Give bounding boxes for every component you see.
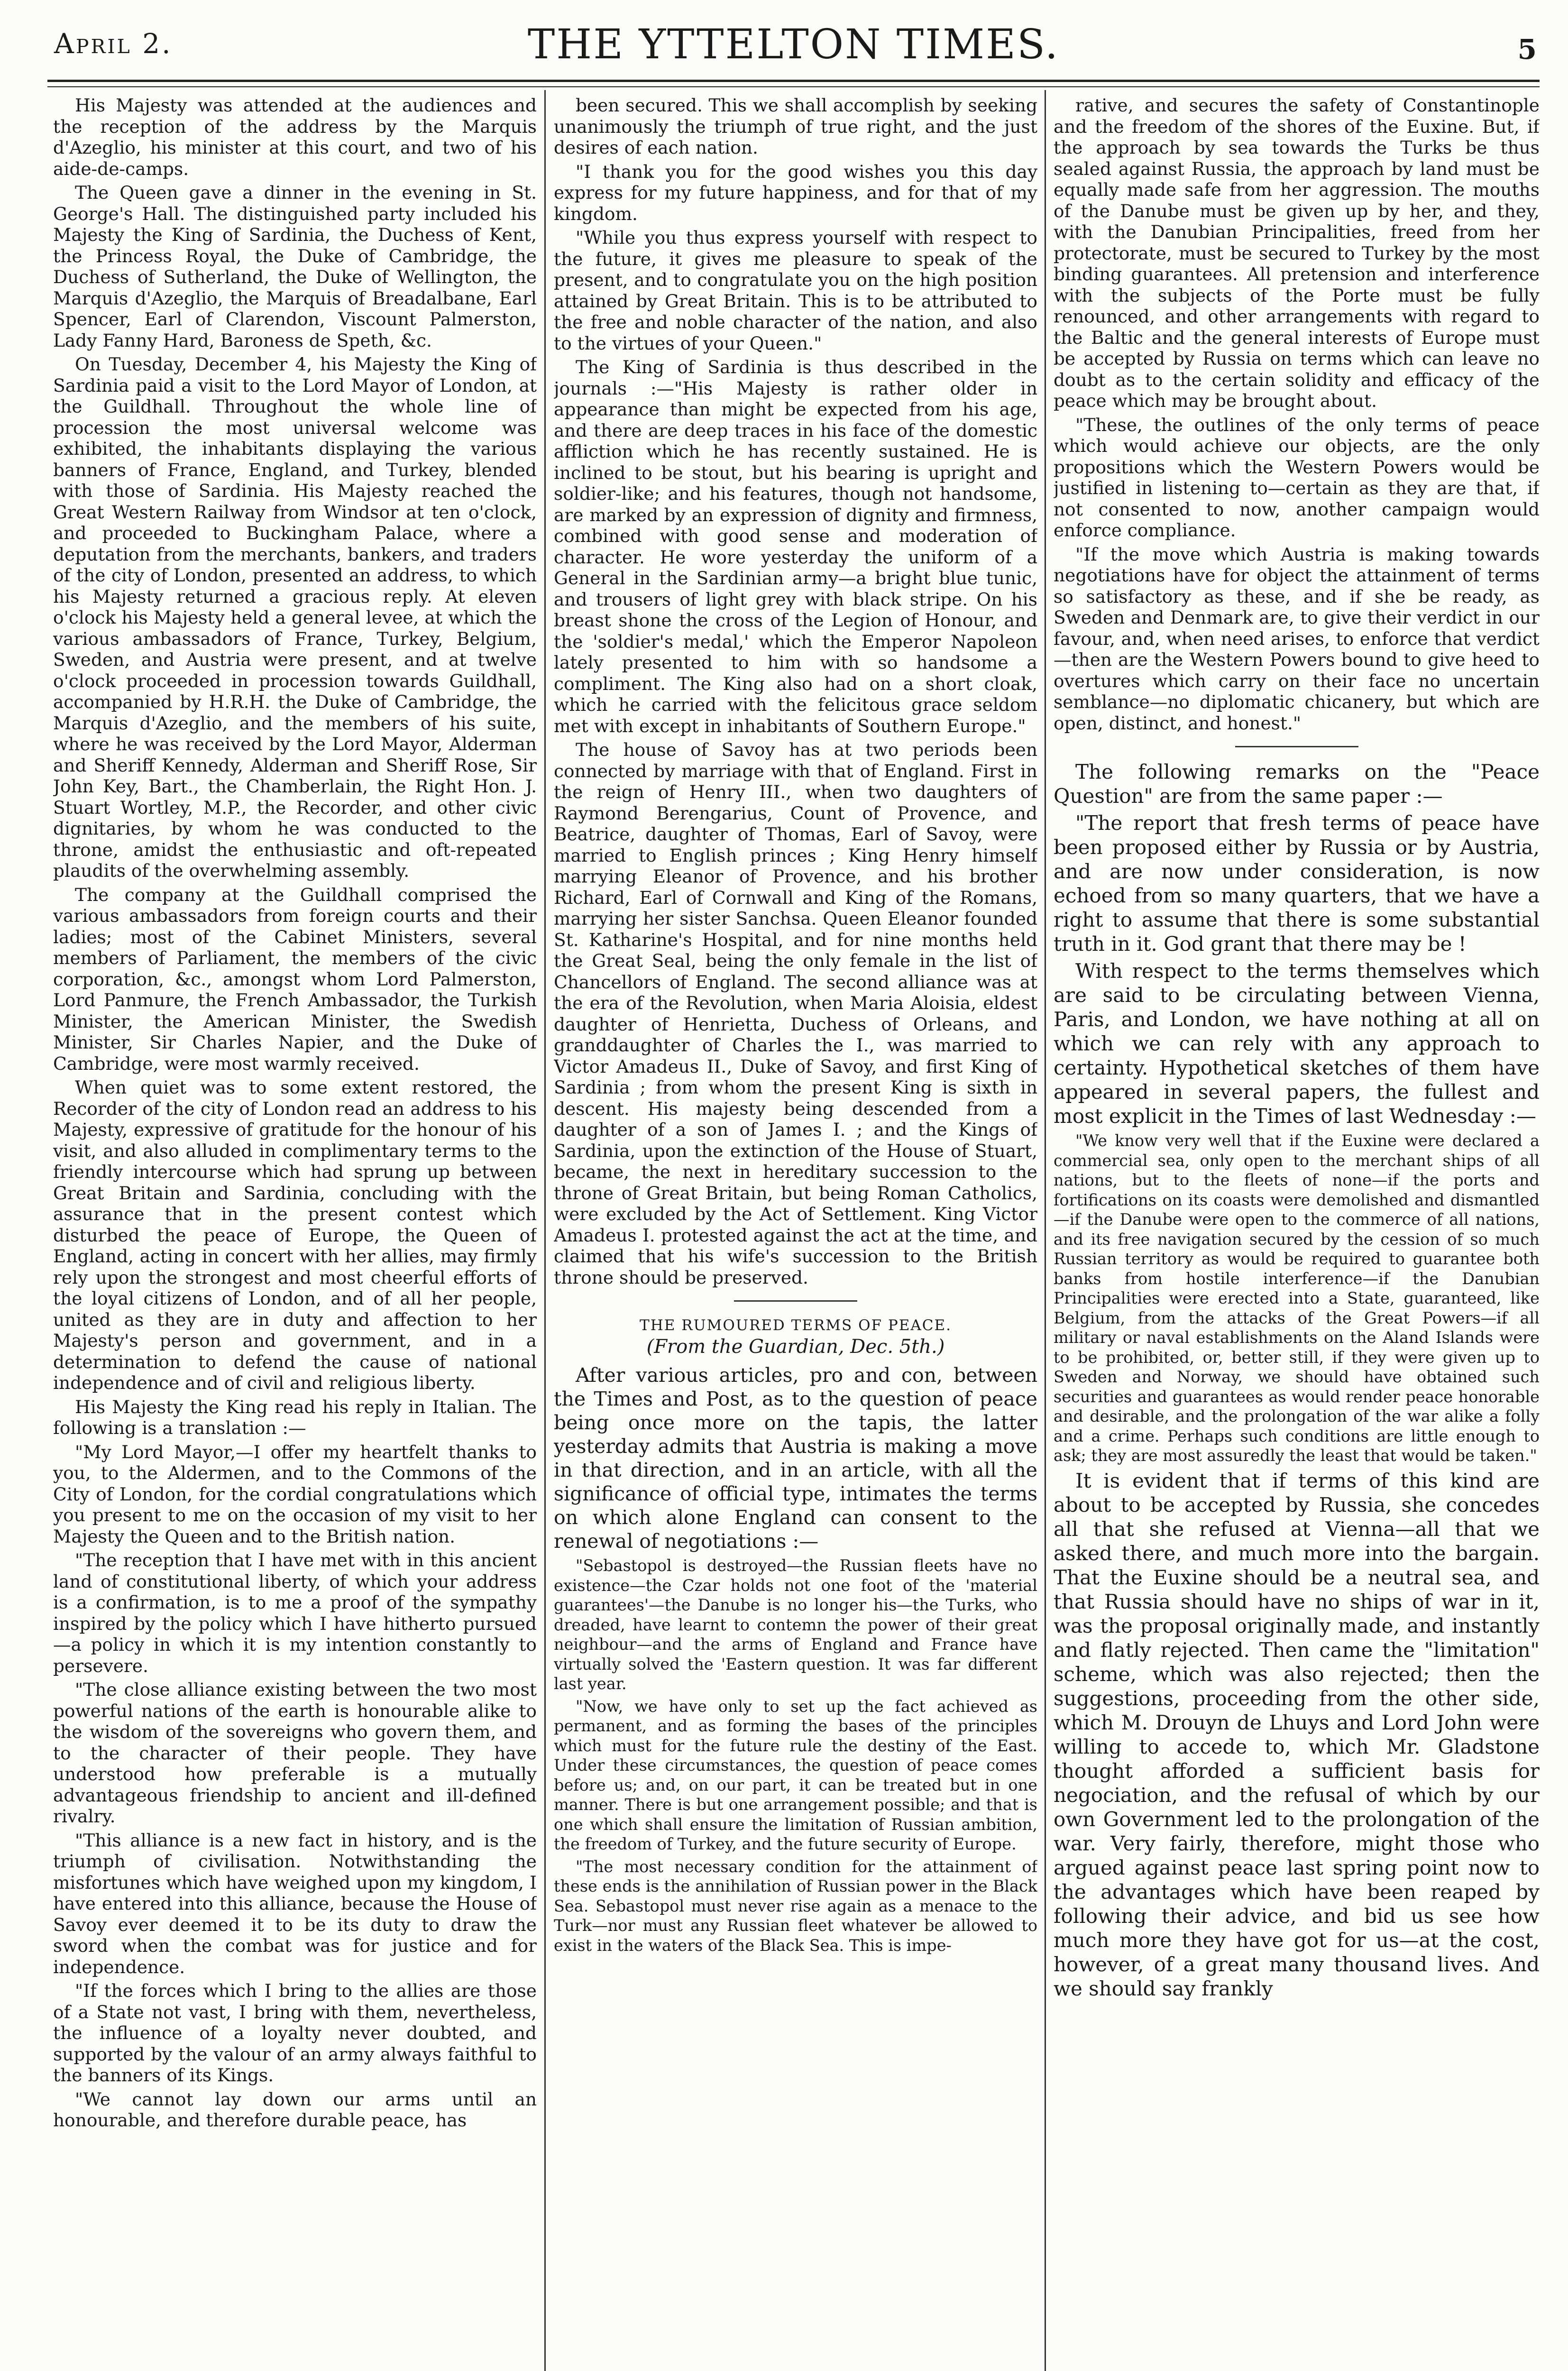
paragraph: The King of Sardinia is thus described in the journals :—"His Majesty is rather older in appearance than might be expected from his age, and there are deep traces in his face of the domestic affliction which he has recently sustained. He is inclined to be stout, but his bearing is upright and soldier-like; and his features, though not handsome, are marked by an expression of dignity and firmness, combined with good sense and moderation of character. He wore yesterday the uniform of a General in the Sardinian army—a bright blue tunic, and trousers of light grey with black stripe. On his breast shone the cross of the Legion of Honour, and the 'soldier's medal,' which the Emperor Napoleon lately presented to him with so handsome a compliment. The King also had on a short cloak, which he carried with the felicitous grace seldom met with except in inhabitants of Southern Europe." bbox=[554, 357, 1037, 736]
section-divider bbox=[1235, 746, 1358, 747]
paragraph: "I thank you for the good wishes you this day express for my future happiness, and for that of my kingdom. bbox=[554, 161, 1037, 224]
paragraph: "My Lord Mayor,—I offer my heartfelt thanks to you, to the Aldermen, and to the Commons of the City of London, for the cordial congratulations which you present to me on the occasion of my visit to her Majesty the Queen and to the British nation. bbox=[53, 1441, 537, 1547]
paragraph: rative, and secures the safety of Constantinople and the freedom of the shores of the Euxine. But, if the approach by sea towards the Turks be thus sealed against Russia, the approach by land must be equally made safe from her aggression. The mouths of the Danube must be given up by her, and they, with the Danubian Principalities, freed from her protectorate, must be secured to Turkey by the most binding guarantees. All pretension and interference with the subjects of the Porte must be fully renounced, and other arrangements with regard to the Baltic and the general interests of Europe must be accepted by Russia on terms which can leave no doubt as to the certain solidity and efficacy of the peace which may be brought about. bbox=[1054, 95, 1540, 411]
paragraph: "While you thus express yourself with respect to the future, it gives me pleasure to speak of the present, and to congratulate you on the high position attained by Great Britain. This is to be attributed to the free and noble character of the nation, and also to the virtues of your Queen." bbox=[554, 227, 1037, 354]
newspaper-title: THE YTTELTON TIMES. bbox=[527, 21, 1060, 68]
section-divider bbox=[734, 1300, 857, 1302]
paragraph: "The reception that I have met with in this ancient land of constitutional liberty, of which your address is a confirmation, is to me a proof of the sympathy inspired by the policy which I have hitherto pursued—a policy in which it is my intention constantly to persevere. bbox=[53, 1550, 537, 1676]
paragraph: The house of Savoy has at two periods been connected by marriage with that of England. First in the reign of Henry III., when two daughters of Raymond Berengarius, Count of Provence, and Beatrice, daughter of Thomas, Earl of Savoy, were married to English princes ; King Henry himself marrying Eleanor of Provence, and his brother Richard, Earl of Cornwall and King of the Romans, marrying her sister Sanchsa. Queen Eleanor founded St. Katharine's Hospital, and for nine months held the Great Seal, being the only female in the list of Chancellors of England. The second alliance was at the era of the Revolution, when Maria Aloisia, eldest daughter of Henrietta, Duchess of Orleans, and granddaughter of Charles the I., was married to Victor Amadeus II., Duke of Savoy, and first King of Sardinia ; from whom the present King is sixth in descent. His majesty being descended from a daughter of a son of James I. ; and the Kings of Sardinia, upon the extinction of the House of Stuart, became, the next in hereditary succession to the throne of Great Britain, but being Roman Catholics, were excluded by the Act of Settlement. King Victor Amadeus I. protested against the act at the time, and claimed that his wife's succession to the British throne should be preserved. bbox=[554, 739, 1037, 1288]
paragraph: "If the forces which I bring to the allies are those of a State not vast, I bring with them, nevertheless, the influence of a loyalty never doubted, and supported by the valour of an army always faithful to the banners of its Kings. bbox=[53, 1980, 537, 2086]
paragraph: His Majesty the King read his reply in Italian. The following is a translation :— bbox=[53, 1396, 537, 1438]
article-quote: "The most necessary condition for the attainment of these ends is the annihilation of Russian power in the Black Sea. Sebastopol must never rise again as a menace to the Turk—nor must any Russian fleet whatever be allowed to exist in the waters of the Black Sea. This is impe- bbox=[554, 1857, 1037, 1955]
masthead-rule bbox=[47, 80, 1540, 82]
paragraph: "The report that fresh terms of peace have been proposed either by Russia or by Austria, and are now under consideration, is now echoed from so many quarters, that we have a right to assume that there is some substantial truth in it. God grant that there may be ! bbox=[1054, 811, 1540, 956]
paragraph: "This alliance is a new fact in history, and is the triumph of civilisation. Notwithstanding the misfortunes which have weighed upon my kingdom, I have entered into this alliance, because the House of Savoy ever deemed it to be its duty to draw the sword when the combat was for justice and for independence. bbox=[53, 1829, 537, 1977]
quoted-passage: "We know very well that if the Euxine were declared a commercial sea, only open to the merchant ships of all nations, but to the fleets of none—if the ports and fortifications on its coasts were demolished and dismantled—if the Danube were open to the commerce of all nations, and its free navigation secured by the cession of so much Russian territory as would be required to guarantee both banks from hostile interference—if the Danubian Principalities were erected into a State, guaranteed, like Belgium, from the attacks of the Great Powers—if all military or naval establishments on the Aland Islands were to be prohibited, or, better still, if they were given up to Sweden and Norway, we should have obtained such securities and guarantees as would render peace honorable and desirable, and the prolongation of the war alike a folly and a crime. Perhaps such conditions are little enough to ask; they are most assuredly the least that would be taken." bbox=[1054, 1131, 1540, 1465]
paragraph: His Majesty was attended at the audiences and the reception of the address by the Marquis d'Azeglio, his minister at this court, and two of his aide-de-camps. bbox=[53, 95, 537, 179]
paragraph: been secured. This we shall accomplish by seeking unanimously the triumph of true right, and the just desires of each nation. bbox=[554, 95, 1037, 158]
column-divider bbox=[1045, 90, 1046, 2371]
article-intro: After various articles, pro and con, between the Times and Post, as to the question of peace being once more on the tapis, the latter yesterday admits that Austria is making a move in that direction, and in an article, with all the significance of official type, intimates the terms on which alone England can consent to the renewal of negotiations :— bbox=[554, 1364, 1037, 1553]
paragraph: It is evident that if terms of this kind are about to be accepted by Russia, she concedes all that she refused at Vienna—all that we asked there, and much more into the bargain. That the Euxine should be a neutral sea, and that Russia should have no ships of war in it, was the proposal originally made, and instantly and flatly rejected. Then came the "limitation" scheme, which was also rejected; then the suggestions, proceeding from the other side, which M. Drouyn de Lhuys and Lord John were willing to accede to, which Mr. Gladstone thought afforded a sufficient basis for negociation, and the refusal of which by our own Government led to the prolongation of the war. Very fairly, therefore, might those who argued against peace last spring point now to the advantages which have been reaped by following their advice, and bid us see how much more they have got for us—at the cost, however, of a great many thousand lives. And we should say frankly bbox=[1054, 1469, 1540, 2000]
article-quote: "Sebastopol is destroyed—the Russian fleets have no existence—the Czar holds not one foot of the 'material guarantees'—the Danube is no longer his—the Turks, who dreaded, have learnt to contemn the power of their great neighbour—and the arms of England and France have virtually solved the 'Eastern question. It was far different last year. bbox=[554, 1556, 1037, 1693]
page-number: 5 bbox=[1517, 33, 1537, 65]
column-3 bbox=[1054, 95, 1540, 2371]
paragraph: "If the move which Austria is making towards negotiations have for object the attainment of terms so satisfactory as these, and if she be ready, as Sweden and Denmark are, to give their verdict in our favour, and, when need arises, to enforce that verdict—then are the Western Powers bound to give heed to overtures which carry on their face no uncertain semblance—no diplomatic chicanery, but which are open, distinct, and honest." bbox=[1054, 543, 1540, 734]
masthead-rule-thin bbox=[47, 86, 1540, 87]
column-divider bbox=[544, 90, 546, 2371]
paragraph: "The close alliance existing between the two most powerful nations of the earth is honourable alike to the wisdom of the sovereigns who govern them, and to the character of their people. They have understood how preferable is a mutually advantageous friendship to ancient and ill-defined rivalry. bbox=[53, 1679, 537, 1827]
paragraph: The following remarks on the "Peace Question" are from the same paper :— bbox=[1054, 760, 1540, 808]
issue-date: April 2. bbox=[54, 28, 173, 60]
column-2 bbox=[554, 95, 1037, 2371]
paragraph: The Queen gave a dinner in the evening in St. George's Hall. The distinguished party included his Majesty the King of Sardinia, the Duchess of Kent, the Princess Royal, the Duke of Cambridge, the Duchess of Sutherland, the Duke of Wellington, the Marquis d'Azeglio, the Marquis of Breadalbane, Earl Spencer, Earl of Clarendon, Viscount Palmerston, Lady Fanny Hard, Baroness de Speth, &c. bbox=[53, 182, 537, 351]
paragraph: With respect to the terms themselves which are said to be circulating between Vienna, Paris, and London, we have nothing at all on which we can rely with any approach to certainty. Hypothetical sketches of them have appeared in several papers, the fullest and most explicit in the Times of last Wednesday :— bbox=[1054, 959, 1540, 1128]
paragraph: "These, the outlines of the only terms of peace which would achieve our objects, are the only propositions which the Western Powers would be justified in listening to—certain as they are that, if not consented to now, another campaign would enforce compliance. bbox=[1054, 414, 1540, 541]
column-1 bbox=[53, 95, 537, 2371]
paragraph: "We cannot lay down our arms until an honourable, and therefore durable peace, has bbox=[53, 2088, 537, 2131]
paragraph: The company at the Guildhall comprised the various ambassadors from foreign courts and their ladies; most of the Cabinet Ministers, several members of Parliament, the members of the civic corporation, &c., amongst whom Lord Palmerston, Lord Panmure, the French Ambassador, the Turkish Minister, the American Minister, the Swedish Minister, Sir Charles Napier, and the Duke of Cambridge, were most warmly received. bbox=[53, 884, 537, 1074]
article-heading: THE RUMOURED TERMS OF PEACE. bbox=[640, 1317, 952, 1334]
paragraph: On Tuesday, December 4, his Majesty the King of Sardinia paid a visit to the Lord Mayor of London, at the Guildhall. Throughout the whole line of procession the most universal welcome was exhibited, the inhabitants displaying the various banners of France, England, and Turkey, blended with those of Sardinia. His Majesty reached the Great Western Railway from Windsor at ten o'clock, and proceeded to Buckingham Palace, where a deputation from the merchants, bankers, and traders of the city of London, presented an address, to which his Majesty returned a gracious reply. At eleven o'clock his Majesty held a general levee, at which the various ambassadors of France, Turkey, Belgium, Sweden, and Austria were present, and at twelve o'clock proceeded in procession towards Guildhall, accompanied by H.R.H. the Duke of Cambridge, the Marquis d'Azeglio, and the members of his suite, where he was received by the Lord Mayor, Alderman and Sheriff Kennedy, Alderman and Sheriff Rose, Sir John Key, Bart., the Chamberlain, the Right Hon. J. Stuart Wortley, M.P., the Recorder, and other civic dignitaries, by whom he was conducted to the throne, amidst the enthusiastic and oft-repeated plaudits of the overwhelming assembly. bbox=[53, 354, 537, 881]
article-source: (From the Guardian, Dec. 5th.) bbox=[646, 1336, 945, 1358]
masthead bbox=[47, 19, 1540, 76]
paragraph: When quiet was to some extent restored, the Recorder of the city of London read an address to his Majesty, expressive of gratitude for the honour of his visit, and also alluded in complimentary terms to the friendly intercourse which had sprung up between Great Britain and Sardinia, concluding with the assurance that in the present contest which disturbed the peace of Europe, the Queen of England, acting in concert with her allies, may firmly rely upon the strongest and most cheerful efforts of the loyal citizens of London, and of all her people, united as they are in duty and affection to her Majesty's person and government, and in a determination to defend the cause of national independence and of civil and religious liberty. bbox=[53, 1077, 537, 1393]
article-quote: "Now, we have only to set up the fact achieved as permanent, and as forming the bases of the principles which must for the future rule the destiny of the East. Under these circumstances, the question of peace comes before us; and, on our part, it can be treated but in one manner. There is but one arrangement possible; and that is one which shall ensure the limitation of Russian ambition, the freedom of Turkey, and the future security of Europe. bbox=[554, 1697, 1037, 1853]
